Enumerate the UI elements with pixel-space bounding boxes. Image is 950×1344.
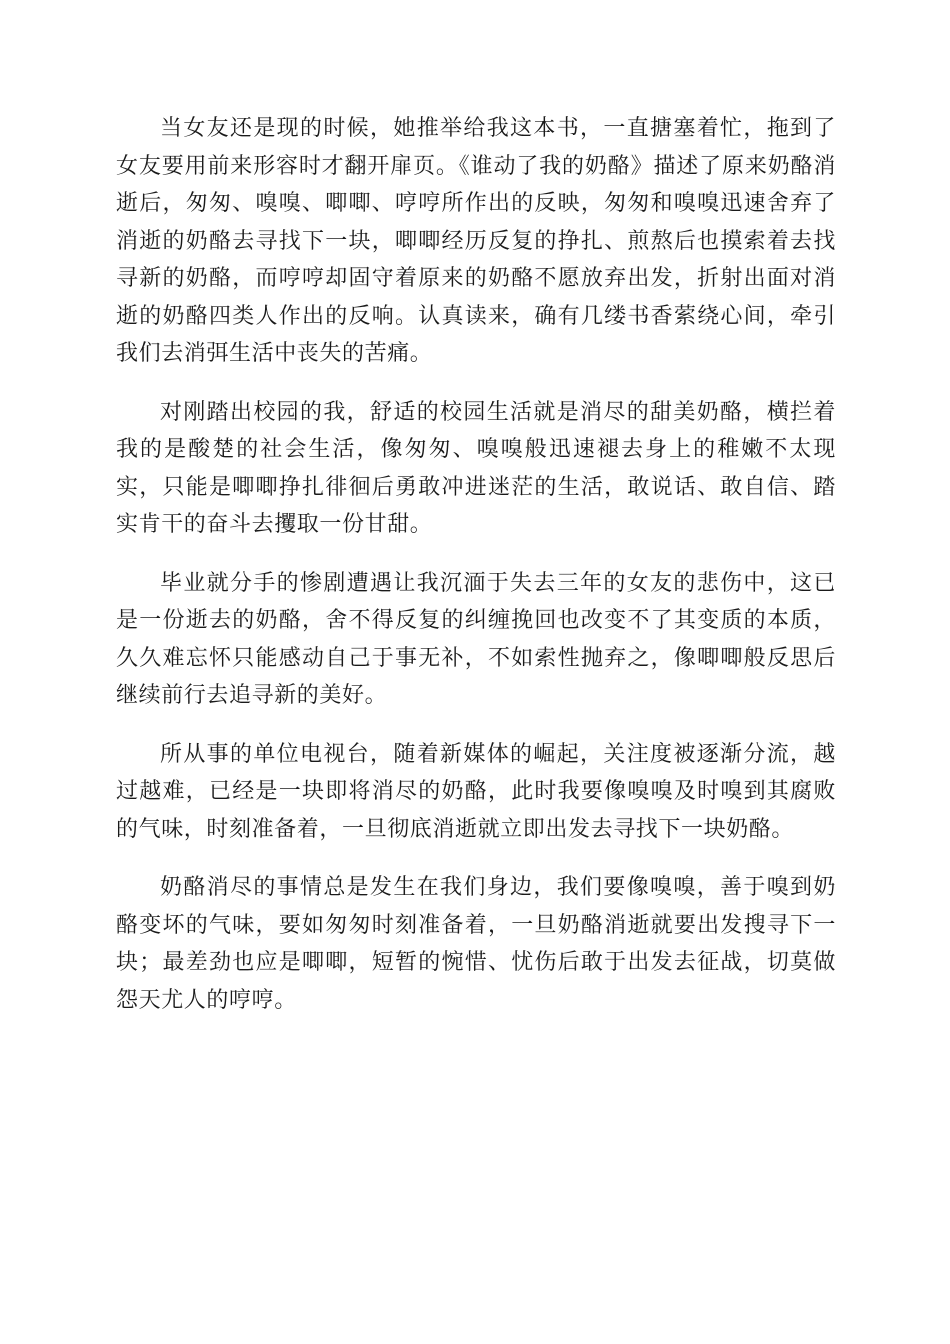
paragraph-5: 奶酪消尽的事情总是发生在我们身边，我们要像嗅嗅，善于嗅到奶酪变坏的气味，要如匆匆时刻准备着，一旦奶酪消逝就要出发搜寻下一块；最差劲也应是唧唧，短暂的惋惜、忧伤后敢于出发去征战，切莫做怨天尤人的哼哼。 xyxy=(116,875,836,1013)
paragraph-4: 所从事的单位电视台，随着新媒体的崛起，关注度被逐渐分流，越过越难，已经是一块即将消尽的奶酪，此时我要像嗅嗅及时嗅到其腐败的气味，时刻准备着，一旦彻底消逝就立即出发去寻找下一块奶酪。 xyxy=(116,741,836,842)
document-body xyxy=(116,110,836,1040)
paragraph-3: 毕业就分手的惨剧遭遇让我沉湎于失去三年的女友的悲伤中，这已是一份逝去的奶酪，舍不得反复的纠缠挽回也改变不了其变质的本质，久久难忘怀只能感动自己于事无补，不如索性抛弃之，像唧唧般反思后继续前行去追寻新的美好。 xyxy=(116,570,836,708)
paragraph-2: 对刚踏出校园的我，舒适的校园生活就是消尽的甜美奶酪，横拦着我的是酸楚的社会生活，像匆匆、嗅嗅般迅速褪去身上的稚嫩不太现实，只能是唧唧挣扎徘徊后勇敢冲进迷茫的生活，敢说话、敢自信、踏实肯干的奋斗去攫取一份甘甜。 xyxy=(116,399,836,537)
paragraph-1: 当女友还是现的时候，她推举给我这本书，一直搪塞着忙，拖到了女友要用前来形容时才翻开扉页。《谁动了我的奶酪》描述了原来奶酪消逝后，匆匆、嗅嗅、唧唧、哼哼所作出的反映，匆匆和嗅嗅迅速舍弃了消逝的奶酪去寻找下一块，唧唧经历反复的挣扎、煎熬后也摸索着去找寻新的奶酪，而哼哼却固守着原来的奶酪不愿放弃出发，折射出面对消逝的奶酪四类人作出的反响。认真读来，确有几缕书香萦绕心间，牵引我们去消弭生活中丧失的苦痛。 xyxy=(116,116,836,366)
